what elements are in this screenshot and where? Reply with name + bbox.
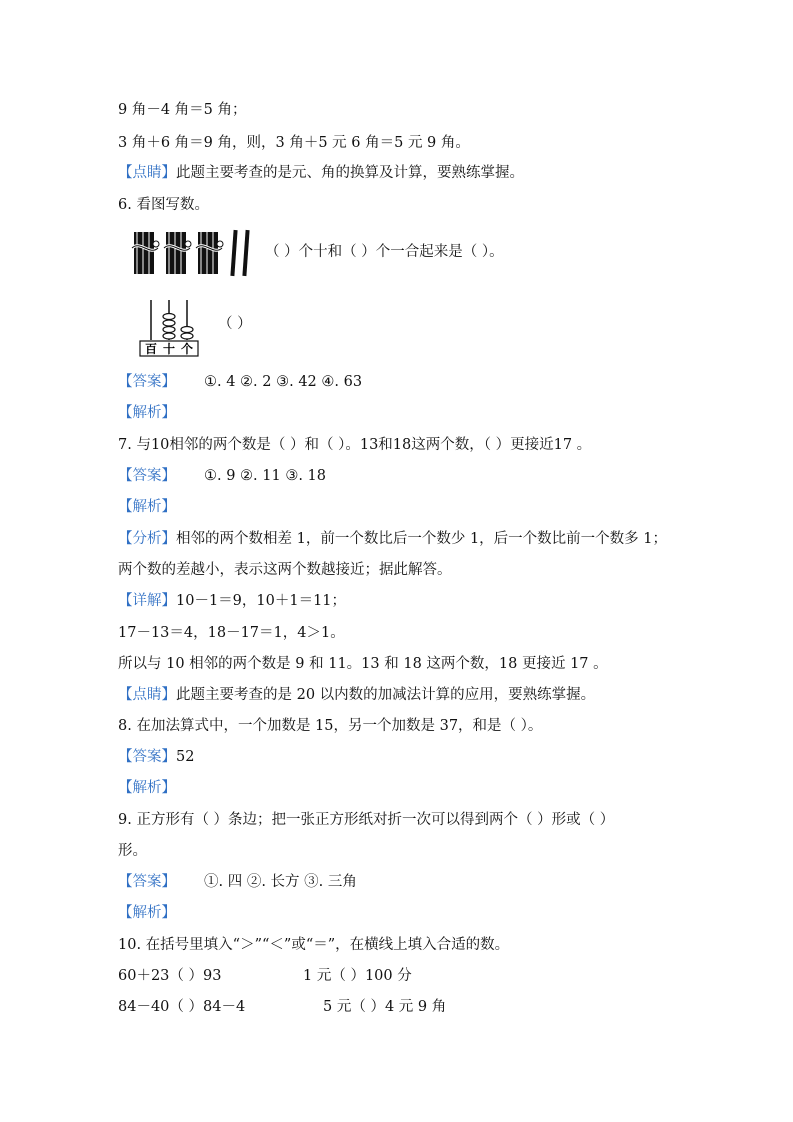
q7-xiangjie-3: 所以与 10 相邻的两个数是 9 和 11。13 和 18 这两个数，18 更接近 17 。 bbox=[118, 656, 608, 672]
abacus-bead bbox=[163, 314, 175, 320]
q9-analysis-tag: 【解析】 bbox=[118, 905, 176, 921]
text-line-1: 9 角－4 角＝5 角； bbox=[118, 102, 247, 118]
abacus-bead bbox=[163, 333, 175, 339]
answer-text: ①. 9 ②. 11 ③. 18 bbox=[204, 468, 326, 484]
dianjing-line bbox=[118, 163, 524, 183]
q6-blank-line: （ ）个十和（ ）个一合起来是（ ）。 bbox=[265, 244, 504, 260]
q9-title: 9. 正方形有（ ）条边；把一张正方形纸对折一次可以得到两个（ ）形或（ ） bbox=[118, 812, 615, 828]
abacus-bead bbox=[163, 320, 175, 326]
q10-row-2b: 5 元（ ）4 元 9 角 bbox=[323, 999, 447, 1015]
q7-title: 7. 与10相邻的两个数是（ ）和（ ）。13和18这两个数，（ ）更接近17 。 bbox=[118, 437, 592, 453]
stick-bundle-1 bbox=[132, 232, 159, 274]
fenxi-tag: 【分析】 bbox=[118, 531, 176, 547]
answer-text: ①. 4 ②. 2 ③. 42 ④. 63 bbox=[204, 374, 363, 390]
answer-text: 52 bbox=[176, 749, 195, 765]
dianjing-tag: 【点睛】 bbox=[118, 165, 176, 181]
answer-tag: 【答案】 bbox=[118, 374, 176, 390]
q10-row-2a: 84－40（ ）84－4 bbox=[118, 999, 246, 1015]
q7-answer bbox=[118, 466, 326, 486]
xiangjie-text: 10－1＝9，10＋1＝11； bbox=[176, 593, 347, 609]
q8-analysis-tag: 【解析】 bbox=[118, 780, 176, 796]
q7-fenxi-2: 两个数的差越小，表示这两个数越接近；据此解答。 bbox=[118, 562, 452, 578]
dianjing-text: 此题主要考查的是 20 以内数的加减法计算的应用，要熟练掌握。 bbox=[176, 687, 596, 703]
q10-row-1a: 60＋23（ ）93 bbox=[118, 968, 222, 984]
q9-title-2: 形。 bbox=[118, 843, 147, 859]
sticks-bundle-figure bbox=[128, 226, 258, 278]
answer-tag: 【答案】 bbox=[118, 749, 176, 765]
q10-row-1b: 1 元（ ）100 分 bbox=[303, 968, 412, 984]
q7-xiangjie-2: 17－13＝4，18－17＝1，4＞1。 bbox=[118, 625, 345, 641]
abacus-label-hundreds: 百 bbox=[145, 342, 158, 356]
answer-tag: 【答案】 bbox=[118, 468, 176, 484]
q6-answer bbox=[118, 372, 362, 392]
q9-answer bbox=[118, 872, 357, 892]
answer-tag: 【答案】 bbox=[118, 874, 176, 890]
q8-title: 8. 在加法算式中，一个加数是 15，另一个加数是 37，和是（ ）。 bbox=[118, 718, 543, 734]
dianjing-text: 此题主要考查的是元、角的换算及计算，要熟练掌握。 bbox=[176, 165, 524, 181]
q6-analysis-tag: 【解析】 bbox=[118, 405, 176, 421]
abacus-label-tens: 十 bbox=[163, 342, 176, 356]
single-stick-2 bbox=[242, 230, 249, 276]
q6-abacus-blank: （ ） bbox=[218, 316, 252, 332]
q7-dianjing bbox=[118, 685, 595, 705]
q8-answer bbox=[118, 747, 194, 767]
abacus-bead bbox=[163, 327, 175, 333]
q7-xiangjie bbox=[118, 591, 346, 611]
q7-fenxi bbox=[118, 529, 667, 549]
abacus-bead bbox=[181, 333, 193, 339]
abacus-beads bbox=[163, 314, 193, 340]
text-line-2: 3 角＋6 角＝9 角，则，3 角＋5 元 6 角＝5 元 9 角。 bbox=[118, 135, 470, 151]
dianjing-tag: 【点睛】 bbox=[118, 687, 176, 703]
stick-bundle-2 bbox=[164, 232, 191, 274]
answer-text: ①. 四 ②. 长方 ③. 三角 bbox=[204, 874, 357, 890]
abacus-figure bbox=[138, 298, 200, 358]
abacus-label-ones: 个 bbox=[181, 342, 194, 356]
q6-title: 6. 看图写数。 bbox=[118, 197, 209, 213]
fenxi-text: 相邻的两个数相差 1，前一个数比后一个数少 1，后一个数比前一个数多 1； bbox=[176, 531, 668, 547]
single-stick-1 bbox=[230, 230, 237, 276]
q10-title: 10. 在括号里填入“＞”“＜”或“＝”，在横线上填入合适的数。 bbox=[118, 937, 510, 953]
xiangjie-tag: 【详解】 bbox=[118, 593, 176, 609]
stick-bundle-3 bbox=[196, 232, 223, 274]
q7-analysis-tag: 【解析】 bbox=[118, 499, 176, 515]
abacus-bead bbox=[181, 327, 193, 333]
